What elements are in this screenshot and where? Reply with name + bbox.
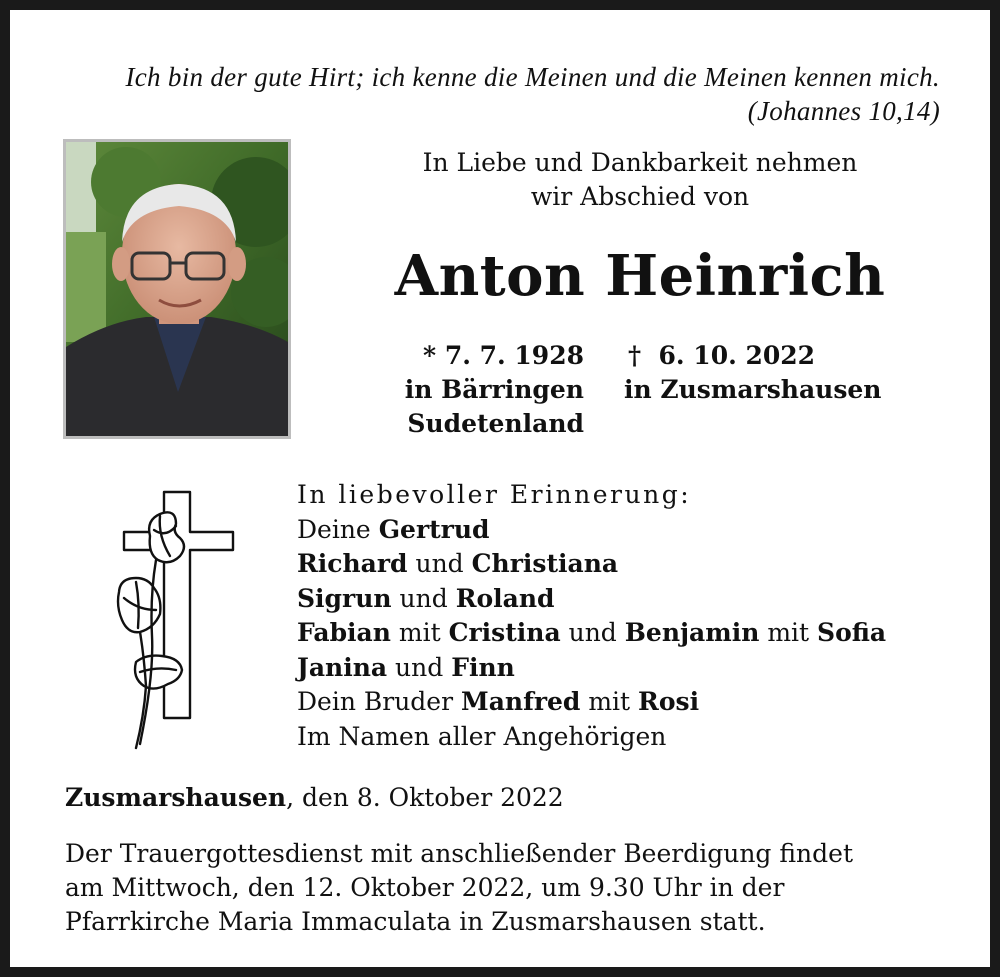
portrait-photo	[63, 139, 291, 439]
birth-info	[310, 339, 584, 441]
death-symbol: †	[628, 341, 642, 370]
death-date: 6. 10. 2022	[658, 341, 816, 370]
mourner-joiner: und	[568, 618, 617, 647]
service-line-1: Der Trauergottesdienst mit anschließender Beerdigung findet	[65, 839, 854, 868]
notice-date: , den 8. Oktober 2022	[286, 783, 564, 812]
mourner-line	[297, 582, 886, 617]
mourner-name: Sofia	[817, 618, 887, 647]
mourner-prefix: Dein Bruder	[297, 687, 454, 716]
place-name: Zusmarshausen	[65, 783, 287, 812]
mourners-list	[297, 478, 886, 754]
mourner-joiner: mit	[588, 687, 631, 716]
mourner-name: Finn	[451, 652, 515, 682]
death-date-row	[624, 339, 881, 373]
service-line-3: Pfarrkirche Maria Immaculata in Zusmarshausen statt.	[65, 907, 766, 936]
mourner-name: Richard	[297, 549, 408, 578]
birth-place-line-1: in Bärringen	[404, 375, 584, 404]
intro-line-2: wir Abschied von	[530, 182, 750, 211]
death-place: in Zusmarshausen	[624, 375, 882, 404]
mourner-joiner: und	[415, 549, 464, 578]
mourner-line	[297, 685, 886, 720]
mourner-name: Rosi	[638, 687, 700, 716]
birth-date: 7. 7. 1928	[444, 341, 584, 370]
mourner-name: Gertrud	[378, 514, 490, 544]
death-info	[624, 339, 881, 407]
mourner-joiner: und	[395, 652, 444, 682]
intro-text	[340, 146, 940, 214]
deceased-name: Anton Heinrich	[394, 243, 886, 309]
mourner-name: Manfred	[461, 687, 581, 716]
portrait-photo-icon	[66, 142, 288, 436]
mourner-name: Cristina	[448, 618, 561, 647]
mourners-heading: In liebevoller Erinnerung:	[297, 480, 692, 509]
mourner-name: Benjamin	[624, 618, 760, 647]
birth-symbol: *	[423, 341, 437, 370]
funeral-service-info	[65, 837, 965, 939]
birth-place-line-2: Sudetenland	[407, 409, 584, 438]
intro-line-1: In Liebe und Dankbarkeit nehmen	[422, 148, 858, 177]
service-line-2: am Mittwoch, den 12. Oktober 2022, um 9.30 Uhr in der	[65, 873, 785, 902]
mourner-joiner: mit	[398, 618, 441, 647]
verse-reference: (Johannes 10,14)	[747, 96, 940, 126]
mourners-closing: Im Namen aller Angehörigen	[297, 721, 667, 751]
mourner-name: Fabian	[297, 618, 391, 647]
mourner-name: Janina	[297, 652, 388, 682]
cross-with-calla-lily-icon	[110, 486, 245, 754]
mourner-name: Sigrun	[297, 583, 392, 613]
mourner-line	[297, 547, 886, 582]
bible-verse	[50, 60, 940, 128]
mourner-name: Roland	[455, 583, 555, 613]
mourner-joiner: mit	[767, 618, 810, 647]
verse-text: Ich bin der gute Hirt; ich kenne die Meinen und die Meinen kennen mich.	[125, 62, 940, 92]
mourner-line	[297, 651, 886, 686]
mourner-joiner: und	[399, 583, 448, 613]
mourner-line	[297, 513, 886, 548]
mourner-name: Christiana	[471, 549, 619, 578]
mourner-prefix: Deine	[297, 514, 371, 544]
birth-date-row	[310, 339, 584, 373]
mourner-line	[297, 616, 886, 651]
place-and-date	[65, 781, 564, 815]
